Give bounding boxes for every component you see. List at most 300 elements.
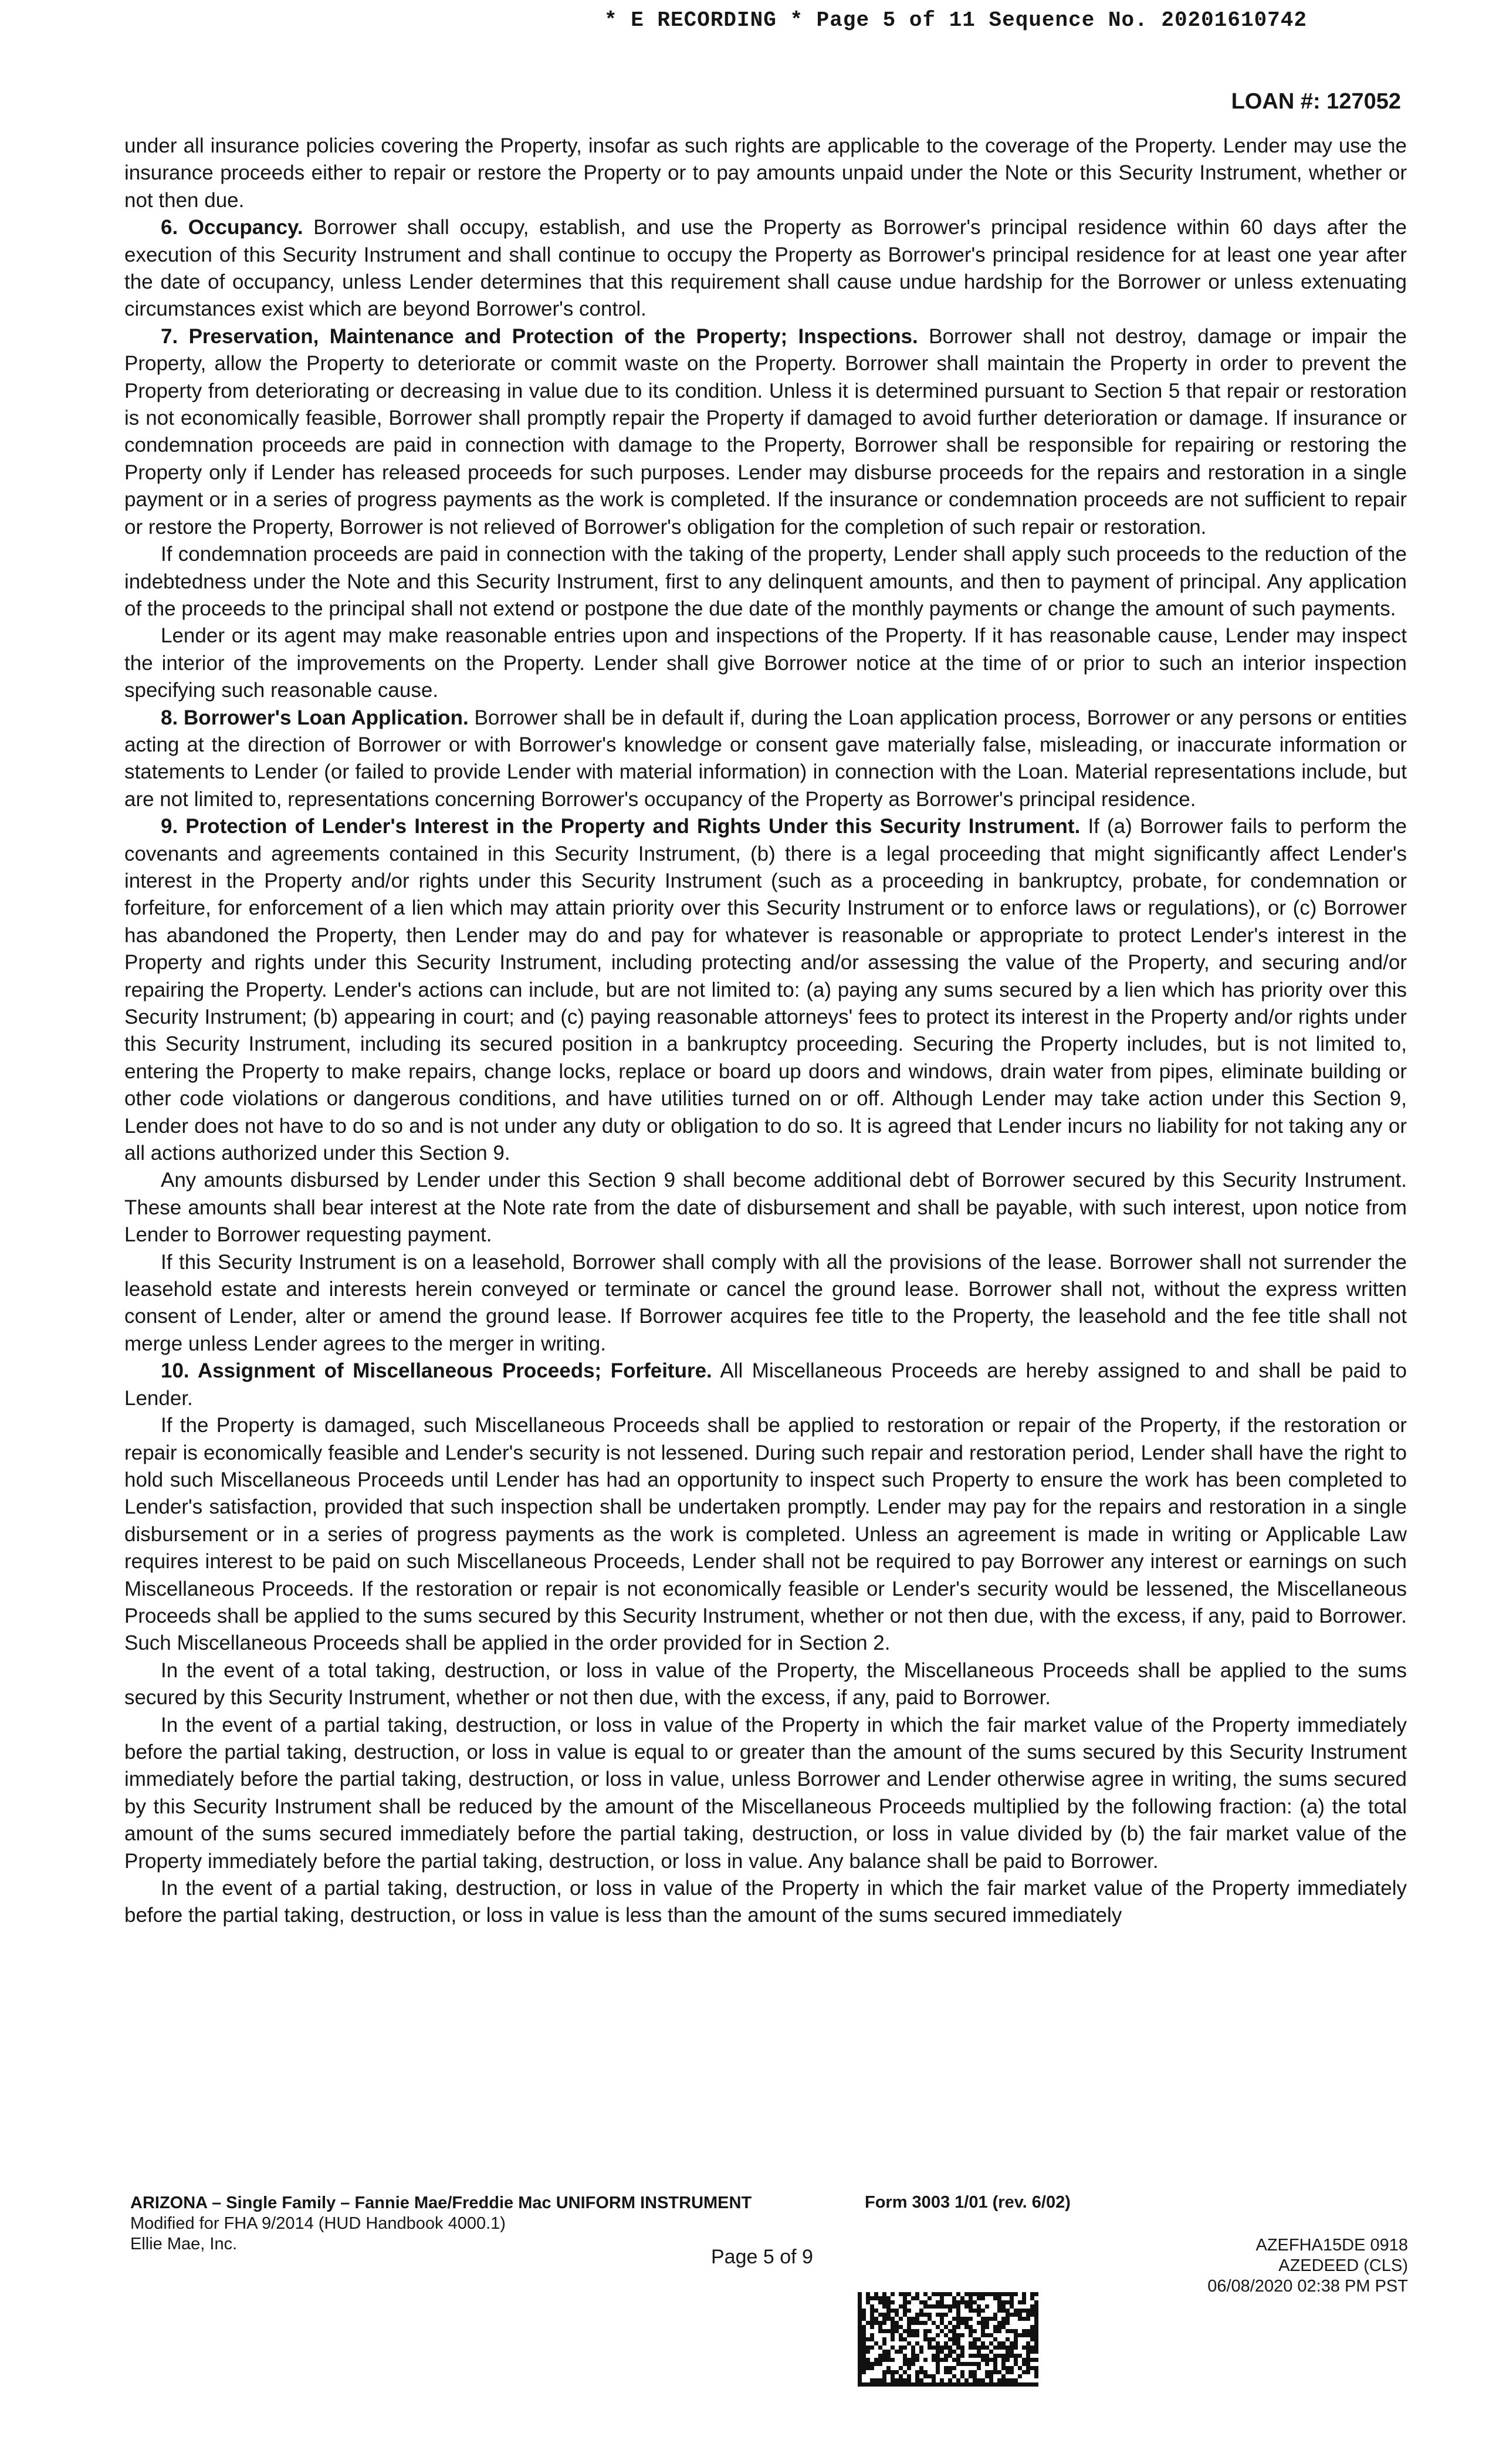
barcode-cell (977, 2366, 981, 2370)
barcode-cell (936, 2354, 940, 2358)
barcode-cell (915, 2358, 919, 2362)
paragraph-text: All Miscellaneous Proceeds are hereby assigned to and shall be paid to Lender. (124, 1359, 1407, 1410)
barcode-cell (891, 2317, 895, 2321)
barcode-cell (956, 2313, 960, 2317)
barcode-cell (1034, 2321, 1038, 2325)
barcode-cell (1034, 2374, 1038, 2378)
barcode-cell (1010, 2300, 1014, 2304)
barcode-cell (960, 2354, 964, 2358)
barcode-cell (891, 2337, 895, 2341)
barcode-cell (882, 2296, 886, 2300)
barcode-cell (886, 2313, 891, 2317)
barcode-cell (940, 2329, 944, 2333)
barcode-cell (1006, 2345, 1010, 2350)
barcode-cell (977, 2378, 981, 2382)
barcode-cell (997, 2370, 1001, 2374)
barcode-cell (1034, 2382, 1038, 2387)
barcode-cell (989, 2350, 993, 2354)
barcode-cell (899, 2337, 903, 2341)
barcode-cell (858, 2370, 862, 2374)
paragraph-section-8 (124, 705, 1407, 814)
barcode-cell (891, 2358, 895, 2362)
barcode-cell (985, 2354, 989, 2358)
barcode-cell (1014, 2358, 1018, 2362)
barcode-cell (886, 2296, 891, 2300)
barcode-cell (1034, 2341, 1038, 2345)
barcode-cell (1026, 2382, 1030, 2387)
barcode-cell (915, 2329, 919, 2333)
barcode-cell (899, 2382, 903, 2387)
barcode-cell (997, 2296, 1001, 2300)
barcode-cell (866, 2382, 870, 2387)
barcode-cell (997, 2292, 1001, 2296)
barcode-cell (985, 2317, 989, 2321)
barcode-cell (973, 2345, 977, 2350)
barcode-cell (915, 2317, 919, 2321)
barcode-cell (1026, 2350, 1030, 2354)
paragraph (124, 541, 1407, 622)
barcode-cell (907, 2341, 911, 2345)
barcode-cell (1034, 2337, 1038, 2341)
barcode-cell (997, 2309, 1001, 2313)
barcode-cell (874, 2317, 878, 2321)
barcode-cell (870, 2362, 874, 2366)
barcode-cell (903, 2358, 907, 2362)
barcode-cell (1030, 2313, 1034, 2317)
barcode-cell (919, 2382, 923, 2387)
barcode-cell (870, 2304, 874, 2309)
barcode-cell (1001, 2309, 1006, 2313)
barcode-cell (1014, 2382, 1018, 2387)
barcode-cell (932, 2378, 936, 2382)
barcode-cell (911, 2345, 915, 2350)
barcode-cell (907, 2374, 911, 2378)
barcode-cell (1006, 2378, 1010, 2382)
barcode-cell (973, 2329, 977, 2333)
barcode-cell (1001, 2378, 1006, 2382)
barcode-cell (981, 2333, 985, 2337)
barcode-cell (936, 2350, 940, 2354)
barcode-cell (899, 2350, 903, 2354)
barcode-cell (919, 2366, 923, 2370)
barcode-cell (940, 2350, 944, 2354)
barcode-cell (1014, 2329, 1018, 2333)
barcode-cell (973, 2354, 977, 2358)
barcode-cell (1006, 2358, 1010, 2362)
barcode-cell (985, 2374, 989, 2378)
footer-form-info (130, 2193, 752, 2255)
barcode-cell (960, 2350, 964, 2354)
paragraph (124, 1167, 1407, 1248)
barcode-cell (964, 2292, 969, 2296)
barcode-cell (973, 2378, 977, 2382)
barcode-cell (936, 2382, 940, 2387)
barcode-cell (870, 2309, 874, 2313)
barcode-cell (907, 2309, 911, 2313)
barcode-cell (1022, 2300, 1026, 2304)
barcode-cell (1026, 2313, 1030, 2317)
barcode-cell (928, 2374, 932, 2378)
barcode-cell (997, 2382, 1001, 2387)
barcode-cell (882, 2350, 886, 2354)
barcode-cell (981, 2345, 985, 2350)
barcode-cell (960, 2296, 964, 2300)
barcode-cell (858, 2382, 862, 2387)
barcode-cell (944, 2354, 948, 2358)
barcode-cell (936, 2341, 940, 2345)
barcode-cell (919, 2345, 923, 2350)
barcode-cell (964, 2378, 969, 2382)
barcode-cell (907, 2321, 911, 2325)
barcode-cell (1001, 2292, 1006, 2296)
barcode-cell (878, 2321, 882, 2325)
paragraph-heading: 9. Protection of Lender's Interest in the Property and Rights Under this Security Instrument. (161, 815, 1081, 838)
barcode-cell (952, 2366, 956, 2370)
barcode-cell (1018, 2333, 1022, 2337)
barcode-cell (886, 2358, 891, 2362)
barcode-cell (969, 2309, 973, 2313)
barcode-cell (1026, 2317, 1030, 2321)
barcode-cell (903, 2309, 907, 2313)
barcode-cell (911, 2350, 915, 2354)
barcode-cell (1006, 2370, 1010, 2374)
barcode-cell (891, 2374, 895, 2378)
barcode-cell (1006, 2337, 1010, 2341)
barcode-cell (1018, 2309, 1022, 2313)
barcode-cell (882, 2300, 886, 2304)
barcode-cell (940, 2317, 944, 2321)
barcode-cell (1001, 2362, 1006, 2366)
barcode-cell (862, 2366, 866, 2370)
barcode-cell (858, 2362, 862, 2366)
barcode-cell (895, 2321, 899, 2325)
barcode-cell (911, 2317, 915, 2321)
barcode-cell (956, 2309, 960, 2313)
barcode-cell (1022, 2292, 1026, 2296)
paragraph-text: under all insurance policies covering the Property, insofar as such rights are applicable to the coverage of the Property. Lender may use the insurance proceeds either to repair or restore the Property or to pay amounts unpaid under the Note or this Security Instrument, whether or not then due. (124, 134, 1407, 212)
paragraph (124, 1657, 1407, 1712)
barcode-cell (878, 2313, 882, 2317)
barcode-cell (858, 2358, 862, 2362)
barcode-cell (964, 2317, 969, 2321)
paragraph-section-6 (124, 214, 1407, 323)
barcode-cell (915, 2296, 919, 2300)
barcode-cell (1006, 2382, 1010, 2387)
barcode-cell (915, 2292, 919, 2296)
barcode-cell (1026, 2345, 1030, 2350)
barcode-cell (862, 2370, 866, 2374)
barcode-cell (1006, 2354, 1010, 2358)
barcode-cell (989, 2333, 993, 2337)
barcode-cell (997, 2329, 1001, 2333)
barcode-cell (878, 2378, 882, 2382)
barcode-cell (862, 2325, 866, 2329)
barcode-cell (858, 2366, 862, 2370)
barcode-cell (928, 2296, 932, 2300)
barcode-cell (874, 2292, 878, 2296)
company-name: Ellie Mae, Inc. (130, 2235, 238, 2253)
barcode-cell (858, 2292, 862, 2296)
barcode-cell (1026, 2366, 1030, 2370)
barcode-cell (903, 2296, 907, 2300)
barcode-cell (985, 2292, 989, 2296)
barcode-cell (882, 2382, 886, 2387)
barcode-cell (981, 2382, 985, 2387)
barcode-cell (977, 2345, 981, 2350)
barcode-cell (923, 2292, 928, 2296)
paragraph-heading: 7. Preservation, Maintenance and Protection of the Property; Inspections. (161, 324, 918, 348)
barcode-cell (940, 2304, 944, 2309)
barcode-cell (1014, 2292, 1018, 2296)
barcode-cell (1014, 2362, 1018, 2366)
barcode-cell (907, 2366, 911, 2370)
barcode-cell (882, 2370, 886, 2374)
barcode-cell (882, 2358, 886, 2362)
barcode-cell (915, 2370, 919, 2374)
barcode-cell (1010, 2382, 1014, 2387)
barcode-cell (1006, 2300, 1010, 2304)
barcode-cell (882, 2378, 886, 2382)
barcode-cell (895, 2350, 899, 2354)
barcode-cell (1014, 2378, 1018, 2382)
barcode-cell (964, 2300, 969, 2304)
barcode-cell (886, 2370, 891, 2374)
barcode-cell (981, 2317, 985, 2321)
barcode-cell (862, 2317, 866, 2321)
barcode-cell (952, 2304, 956, 2309)
barcode-cell (870, 2378, 874, 2382)
barcode-cell (956, 2358, 960, 2362)
paragraph-text: In the event of a partial taking, destruction, or loss in value of the Property in which the fair market value of the Property immediately before the partial taking, destruction, or loss in value is less than the amount of the sums secured immediately (124, 1877, 1407, 1927)
barcode-cell (1034, 2329, 1038, 2333)
barcode-cell (899, 2317, 903, 2321)
barcode-cell (932, 2374, 936, 2378)
barcode-cell (960, 2321, 964, 2325)
barcode-cell (928, 2345, 932, 2350)
barcode-cell (932, 2321, 936, 2325)
barcode-cell (997, 2304, 1001, 2309)
barcode-cell (1026, 2341, 1030, 2345)
barcode-cell (903, 2378, 907, 2382)
barcode-cell (956, 2333, 960, 2337)
barcode-cell (882, 2321, 886, 2325)
paragraph-text: Borrower shall not destroy, damage or impair the Property, allow the Property to deteriorate or commit waste on the Property. Borrower shall maintain the Property in order to prevent the Property from deteriorating or decreasing in value due to its condition. Unless it is determined pursuant to Section 5 that repair or restoration is not economically feasible, Borrower shall promptly repair the Property if damaged to avoid further deterioration or damage. If insurance or condemnation proceeds are paid in connection with damage to the Property, Borrower shall be responsible for repairing or restoring the Property only if Lender has released proceeds for such purposes. Lender may disburse proceeds for the repairs and restoration in a single payment or in a series of progress payments as the work is completed. If the insurance or condemnation proceeds are not sufficient to repair or restore the Property, Borrower is not relieved of Borrower's obligation for the completion of such repair or restoration. (124, 324, 1407, 539)
barcode-cell (862, 2362, 866, 2366)
barcode-cell (858, 2345, 862, 2350)
barcode-cell (977, 2321, 981, 2325)
barcode-cell (862, 2350, 866, 2354)
barcode-cell (907, 2317, 911, 2321)
barcode-cell (956, 2362, 960, 2366)
barcode-cell (928, 2382, 932, 2387)
barcode-cell (1026, 2333, 1030, 2337)
barcode-cell (891, 2325, 895, 2329)
barcode-cell (969, 2300, 973, 2304)
barcode-cell (895, 2370, 899, 2374)
paragraph (124, 1875, 1407, 1930)
barcode-cell (940, 2382, 944, 2387)
barcode-cell (1018, 2354, 1022, 2358)
barcode-cell (866, 2337, 870, 2341)
barcode-cell (940, 2345, 944, 2350)
barcode-cell (878, 2300, 882, 2304)
barcode-cell (944, 2313, 948, 2317)
document-body (124, 133, 1407, 1930)
barcode-cell (923, 2382, 928, 2387)
barcode-cell (948, 2366, 952, 2370)
barcode-cell (862, 2354, 866, 2358)
barcode-cell (969, 2370, 973, 2374)
barcode-cell (1006, 2350, 1010, 2354)
barcode-cell (1030, 2382, 1034, 2387)
barcode-cell (1030, 2292, 1034, 2296)
paragraph (124, 622, 1407, 704)
barcode-cell (956, 2345, 960, 2350)
barcode-cell (858, 2304, 862, 2309)
barcode-cell (956, 2337, 960, 2341)
barcode-cell (882, 2292, 886, 2296)
barcode-cell (948, 2292, 952, 2296)
barcode-cell (891, 2333, 895, 2337)
barcode-cell (973, 2341, 977, 2345)
barcode-cell (1001, 2304, 1006, 2309)
barcode-cell (944, 2341, 948, 2345)
barcode-cell (1030, 2329, 1034, 2333)
barcode-cell (952, 2350, 956, 2354)
barcode-cell (870, 2366, 874, 2370)
barcode-cell (1018, 2382, 1022, 2387)
barcode-cell (969, 2329, 973, 2333)
barcode-cell (969, 2325, 973, 2329)
paragraph-text: If this Security Instrument is on a leasehold, Borrower shall comply with all the provisions of the lease. Borrower shall not surrender the leasehold estate and interests herein conveyed or terminate or cancel the ground lease. Borrower shall not, without the express written consent of Lender, alter or amend the ground lease. If Borrower acquires fee title to the Property, the leasehold and the fee title shall not merge unless Lender agrees to the merger in writing. (124, 1250, 1407, 1355)
barcode-cell (907, 2378, 911, 2382)
barcode-cell (907, 2325, 911, 2329)
barcode-cell (911, 2296, 915, 2300)
barcode-cell (1022, 2382, 1026, 2387)
barcode-cell (1010, 2378, 1014, 2382)
barcode-cell (952, 2374, 956, 2378)
barcode-cell (940, 2300, 944, 2304)
barcode-cell (899, 2304, 903, 2309)
barcode-cell (956, 2317, 960, 2321)
barcode-cell (866, 2362, 870, 2366)
barcode-cell (915, 2354, 919, 2358)
barcode-cell (960, 2333, 964, 2337)
barcode-cell (960, 2374, 964, 2378)
barcode-cell (895, 2382, 899, 2387)
barcode-cell (969, 2374, 973, 2378)
barcode-cell (1010, 2329, 1014, 2333)
barcode-cell (891, 2321, 895, 2325)
barcode-cell (956, 2341, 960, 2345)
barcode-cell (903, 2382, 907, 2387)
paragraph-heading: 6. Occupancy. (161, 216, 303, 239)
loan-number: LOAN #: 127052 (1231, 89, 1401, 114)
barcode-cell (915, 2321, 919, 2325)
barcode-cell (936, 2370, 940, 2374)
print-timestamp: 06/08/2020 02:38 PM PST (1207, 2277, 1408, 2296)
page-number: Page 5 of 9 (711, 2246, 813, 2268)
barcode-cell (981, 2354, 985, 2358)
barcode-cell (944, 2366, 948, 2370)
barcode-cell (862, 2329, 866, 2333)
barcode-cell (915, 2313, 919, 2317)
barcode-cell (903, 2370, 907, 2374)
barcode-cell (907, 2382, 911, 2387)
barcode-cell (870, 2317, 874, 2321)
barcode-cell (923, 2329, 928, 2333)
barcode-cell (1026, 2309, 1030, 2313)
barcode-cell (919, 2309, 923, 2313)
barcode-cell (928, 2304, 932, 2309)
barcode-cell (866, 2366, 870, 2370)
barcode-cell (997, 2341, 1001, 2345)
barcode-cell (907, 2333, 911, 2337)
barcode-cell (1010, 2345, 1014, 2350)
barcode-cell (891, 2309, 895, 2313)
barcode-cell (858, 2296, 862, 2300)
barcode-cell (899, 2378, 903, 2382)
barcode-cell (956, 2300, 960, 2304)
barcode-cell (1034, 2366, 1038, 2370)
barcode-cell (862, 2309, 866, 2313)
barcode-cell (981, 2341, 985, 2345)
barcode-cell (1001, 2366, 1006, 2370)
barcode-cell (911, 2333, 915, 2337)
barcode-cell (1034, 2325, 1038, 2329)
barcode-cell (1014, 2309, 1018, 2313)
barcode-cell (923, 2321, 928, 2325)
paragraph-text: Any amounts disbursed by Lender under this Section 9 shall become additional debt of Borrower secured by this Security Instrument. These amounts shall bear interest at the Note rate from the date of disbursement and shall be payable, with such interest, upon notice from Lender to Borrower requesting payment. (124, 1169, 1407, 1247)
barcode-cell (956, 2292, 960, 2296)
barcode-cell (915, 2333, 919, 2337)
barcode-cell (932, 2304, 936, 2309)
barcode-cell (1018, 2366, 1022, 2370)
barcode-cell (923, 2358, 928, 2362)
barcode-cell (1022, 2358, 1026, 2362)
barcode-cell (882, 2337, 886, 2341)
barcode-cell (936, 2313, 940, 2317)
barcode-cell (862, 2341, 866, 2345)
barcode-cell (952, 2382, 956, 2387)
barcode-cell (1010, 2350, 1014, 2354)
barcode-cell (1026, 2354, 1030, 2358)
barcode-cell (878, 2362, 882, 2366)
barcode-cell (948, 2350, 952, 2354)
barcode-cell (964, 2321, 969, 2325)
barcode-cell (1030, 2350, 1034, 2354)
form-modified-note: Modified for FHA 9/2014 (HUD Handbook 4000.1) (130, 2214, 506, 2233)
barcode-cell (858, 2325, 862, 2329)
barcode-cell (891, 2292, 895, 2296)
barcode-cell (981, 2329, 985, 2333)
barcode-cell (878, 2325, 882, 2329)
barcode-cell (874, 2309, 878, 2313)
barcode-cell (911, 2358, 915, 2362)
barcode-cell (997, 2300, 1001, 2304)
datamatrix-barcode (858, 2291, 1038, 2387)
barcode-cell (952, 2317, 956, 2321)
barcode-cell (973, 2300, 977, 2304)
barcode-cell (923, 2337, 928, 2341)
barcode-cell (989, 2292, 993, 2296)
barcode-cell (960, 2362, 964, 2366)
barcode-cell (919, 2370, 923, 2374)
barcode-cell (997, 2345, 1001, 2350)
barcode-cell (981, 2378, 985, 2382)
barcode-cell (948, 2337, 952, 2341)
barcode-cell (997, 2354, 1001, 2358)
